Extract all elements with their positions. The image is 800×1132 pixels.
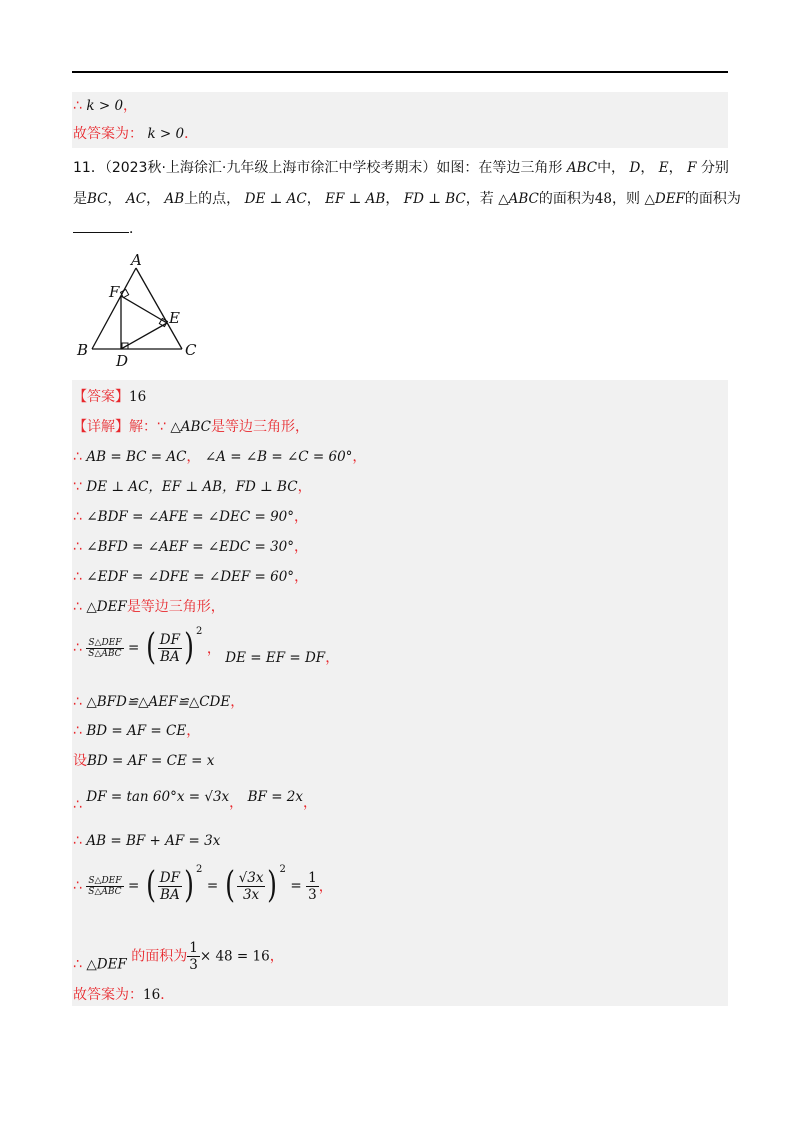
solution-line-8: ∴ $\frac{\text{S△DEF}}{\text{S△ABC}}$ = ( $\frac{DF}{BA}$ ) $^2$ ， DE = EF = DF， [73,626,340,668]
label-f: F [109,283,120,301]
label-a: A [131,251,142,269]
solution-line-5: ∴ ∠BFD = ∠AEF = ∠EDC = 30°， [73,539,309,555]
solution-line-10: ∴ BD = AF = CE， [73,723,201,739]
solution-line-3: ∵ DE ⊥ AC，EF ⊥ AB，FD ⊥ BC， [73,479,312,495]
sqrt-ratio-fraction: $\frac{√3x}{3x}$ [238,869,264,903]
result-fraction: $\frac{1}{3}$ [308,869,317,903]
answer-line: 【答案】16 [73,389,147,405]
label-e: E [169,309,180,327]
area-ratio-fraction-2: $\frac{\text{S△DEF}}{\text{S△ABC}}$ [88,875,122,897]
header-rule [72,71,728,73]
solution-line-2: ∴ AB = BC = AC， ∠A = ∠B = ∠C = 60°， [73,449,367,465]
solution-line-1: 【详解】解：∵ △ABC是等边三角形， [73,419,310,435]
solution-line-12: ∴ DF = tan 60°x = √3x， BF = 2x， [73,789,318,813]
solution-line-11: 设BD = AF = CE = x [73,753,215,769]
solution-final: 故答案为：16． [73,987,175,1003]
solution-line-6: ∴ ∠EDF = ∠DFE = ∠DEF = 60°， [73,569,309,585]
prev-line-1: ∴ k > 0， [73,98,138,114]
answer-blank [73,218,129,233]
prev-line-2: 故答案为： k > 0． [73,126,199,142]
label-c: C [185,341,197,359]
solution-line-13: ∴ AB = BF + AF = 3x [73,833,221,849]
solution-line-7: ∴ △DEF是等边三角形， [73,599,225,615]
label-b: B [77,341,89,359]
solution-line-14: ∴ $\frac{\text{S△DEF}}{\text{S△ABC}}$ = ( $\frac{DF}{BA}$ ) $^2$ = ( $\frac{√3x}{3x}$ ) $^2$ = $\frac{1}{3}$ ， [73,864,333,906]
label-d: D [116,352,129,370]
question-line-1: 11．（2023秋·上海徐汇·九年级上海市徐汇中学校考期末）如图：在等边三角形 ABC中， D， E， F 分别 [73,160,729,176]
solution-line-9: ∴ △BFD≌△AEF≌△CDE， [73,694,245,710]
side-ratio-fraction-2: $\frac{DF}{BA}$ [159,869,180,903]
solution-line-4: ∴ ∠BDF = ∠AFE = ∠DEC = 90°， [73,509,309,525]
triangle-figure [72,248,208,370]
area-ratio-fraction: $\frac{\text{S△DEF}}{\text{S△ABC}}$ [88,637,122,659]
question-line-2: 是BC， AC， AB上的点， DE ⊥ AC， EF ⊥ AB， FD ⊥ BC，若 △ABC的面积为48，则 △DEF的面积为 [73,191,741,207]
side-ab [92,268,136,349]
one-third-fraction: $\frac{1}{3}$ [189,940,198,973]
side-ratio-fraction: $\frac{DF}{BA}$ [159,631,180,665]
question-line-3: ． [73,218,143,239]
solution-line-15: ∴ △DEF 的面积为 $\frac{1}{3}$ × 48 = 16， [73,940,284,973]
